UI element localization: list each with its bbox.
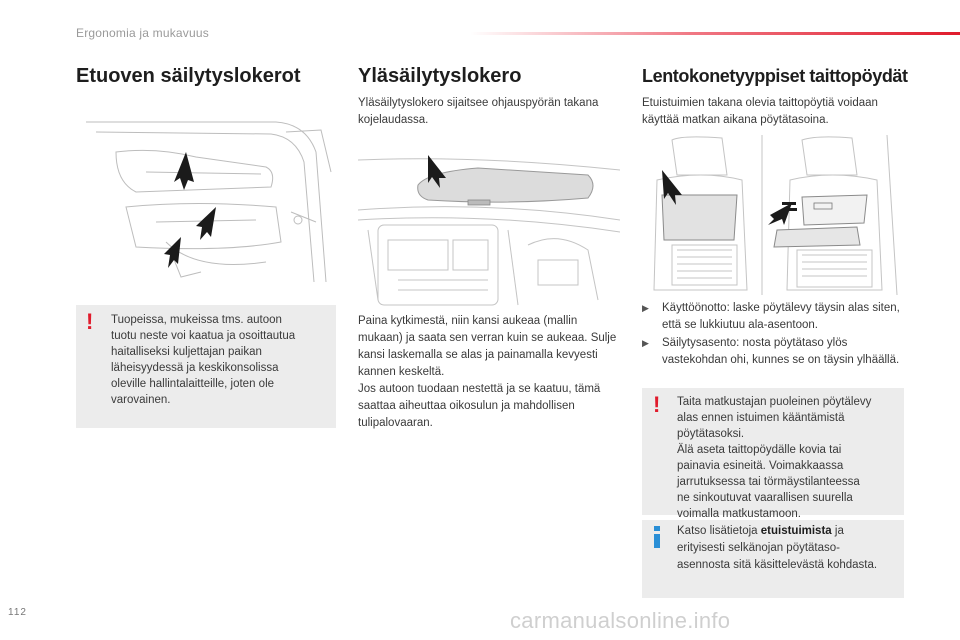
page-number: 112 [8,607,27,618]
step-deploy [642,300,904,334]
door-storage-illustration [76,112,336,292]
upper-storage-instructions: Paina kytkimestä, niin kansi aukeaa (mallin mukaan) ja saata sen verran kuin se aukeaa. Sulje kansi laskemalla se alas ja painamalla kevyesti kannen keskeltä. Jos autoon tuodaan nestettä ja se kaatuu, tämä saattaa aiheuttaa oikosulun ja mahdollisen tulipalovaaran. [358,315,617,429]
step-stow [642,335,904,369]
warning-exclamation-icon: ! [653,392,661,417]
info-bold-link-front-seats: etuistuimista [760,525,832,537]
warning-text-liquids: Tuopeissa, mukeissa tms. autoon tuotu neste voi kaatua ja osoittautua haitalliseksi kuljettajan paikan läheisyydessä ja keskikonsolissa oleville hallintalaitteille, joten ole varovainen. [111,314,296,406]
info-suffix: ja erityisesti selkänojan pöytätaso- asennosta sitä käsittelevästä kohdasta. [677,525,878,571]
step-deploy-text: Käyttöönotto: laske pöytälevy täysin alas siten, että se lukkiutuu ala-asentoon. [662,302,900,331]
section-title-folding-tables: Lentokonetyyppiset taittopöydät [642,66,908,86]
step-stow-text: Säilytysasento: nosta pöytätaso ylös vastekohdan ohi, kunnes se on täysin ylhäällä. [662,337,900,366]
arrow-bullet-icon: ▶ [642,303,649,313]
section-title-door-storage: Etuoven säilytyslokerot [76,65,301,87]
warning-text-tables: Taita matkustajan puoleinen pöytälevy alas ennen istuimen kääntämistä pöytätasoksi. Älä aseta taittopöydälle kovia tai painavia esineitä. Voimakkaassa jarrutuksessa tai törmäystilanteessa ne sinkoutuvat vaarallisen suurella voimalla matkustamoon. [677,396,872,520]
folding-tables-intro: Etuistuimien takana olevia taittopöytiä voidaan käyttää matkan aikana pöytätasoina. [642,97,878,126]
folding-table-steps [642,300,904,370]
section-title-upper-storage: Yläsäilytyslokero [358,65,522,87]
warning-exclamation-icon: ! [86,309,94,334]
upper-storage-intro: Yläsäilytyslokero sijaitsee ohjauspyörän takana kojelaudassa. [358,97,599,126]
folding-tables-illustration [642,135,902,295]
info-icon [652,526,662,548]
arrow-bullet-icon: ▶ [642,338,649,348]
header-accent-bar [470,32,960,35]
info-text-seats [677,523,899,574]
upper-storage-illustration [358,150,620,310]
watermark: carmanualsonline.info [510,608,731,633]
info-prefix: Katso lisätietoja [677,525,761,537]
section-header: Ergonomia ja mukavuus [76,26,209,40]
